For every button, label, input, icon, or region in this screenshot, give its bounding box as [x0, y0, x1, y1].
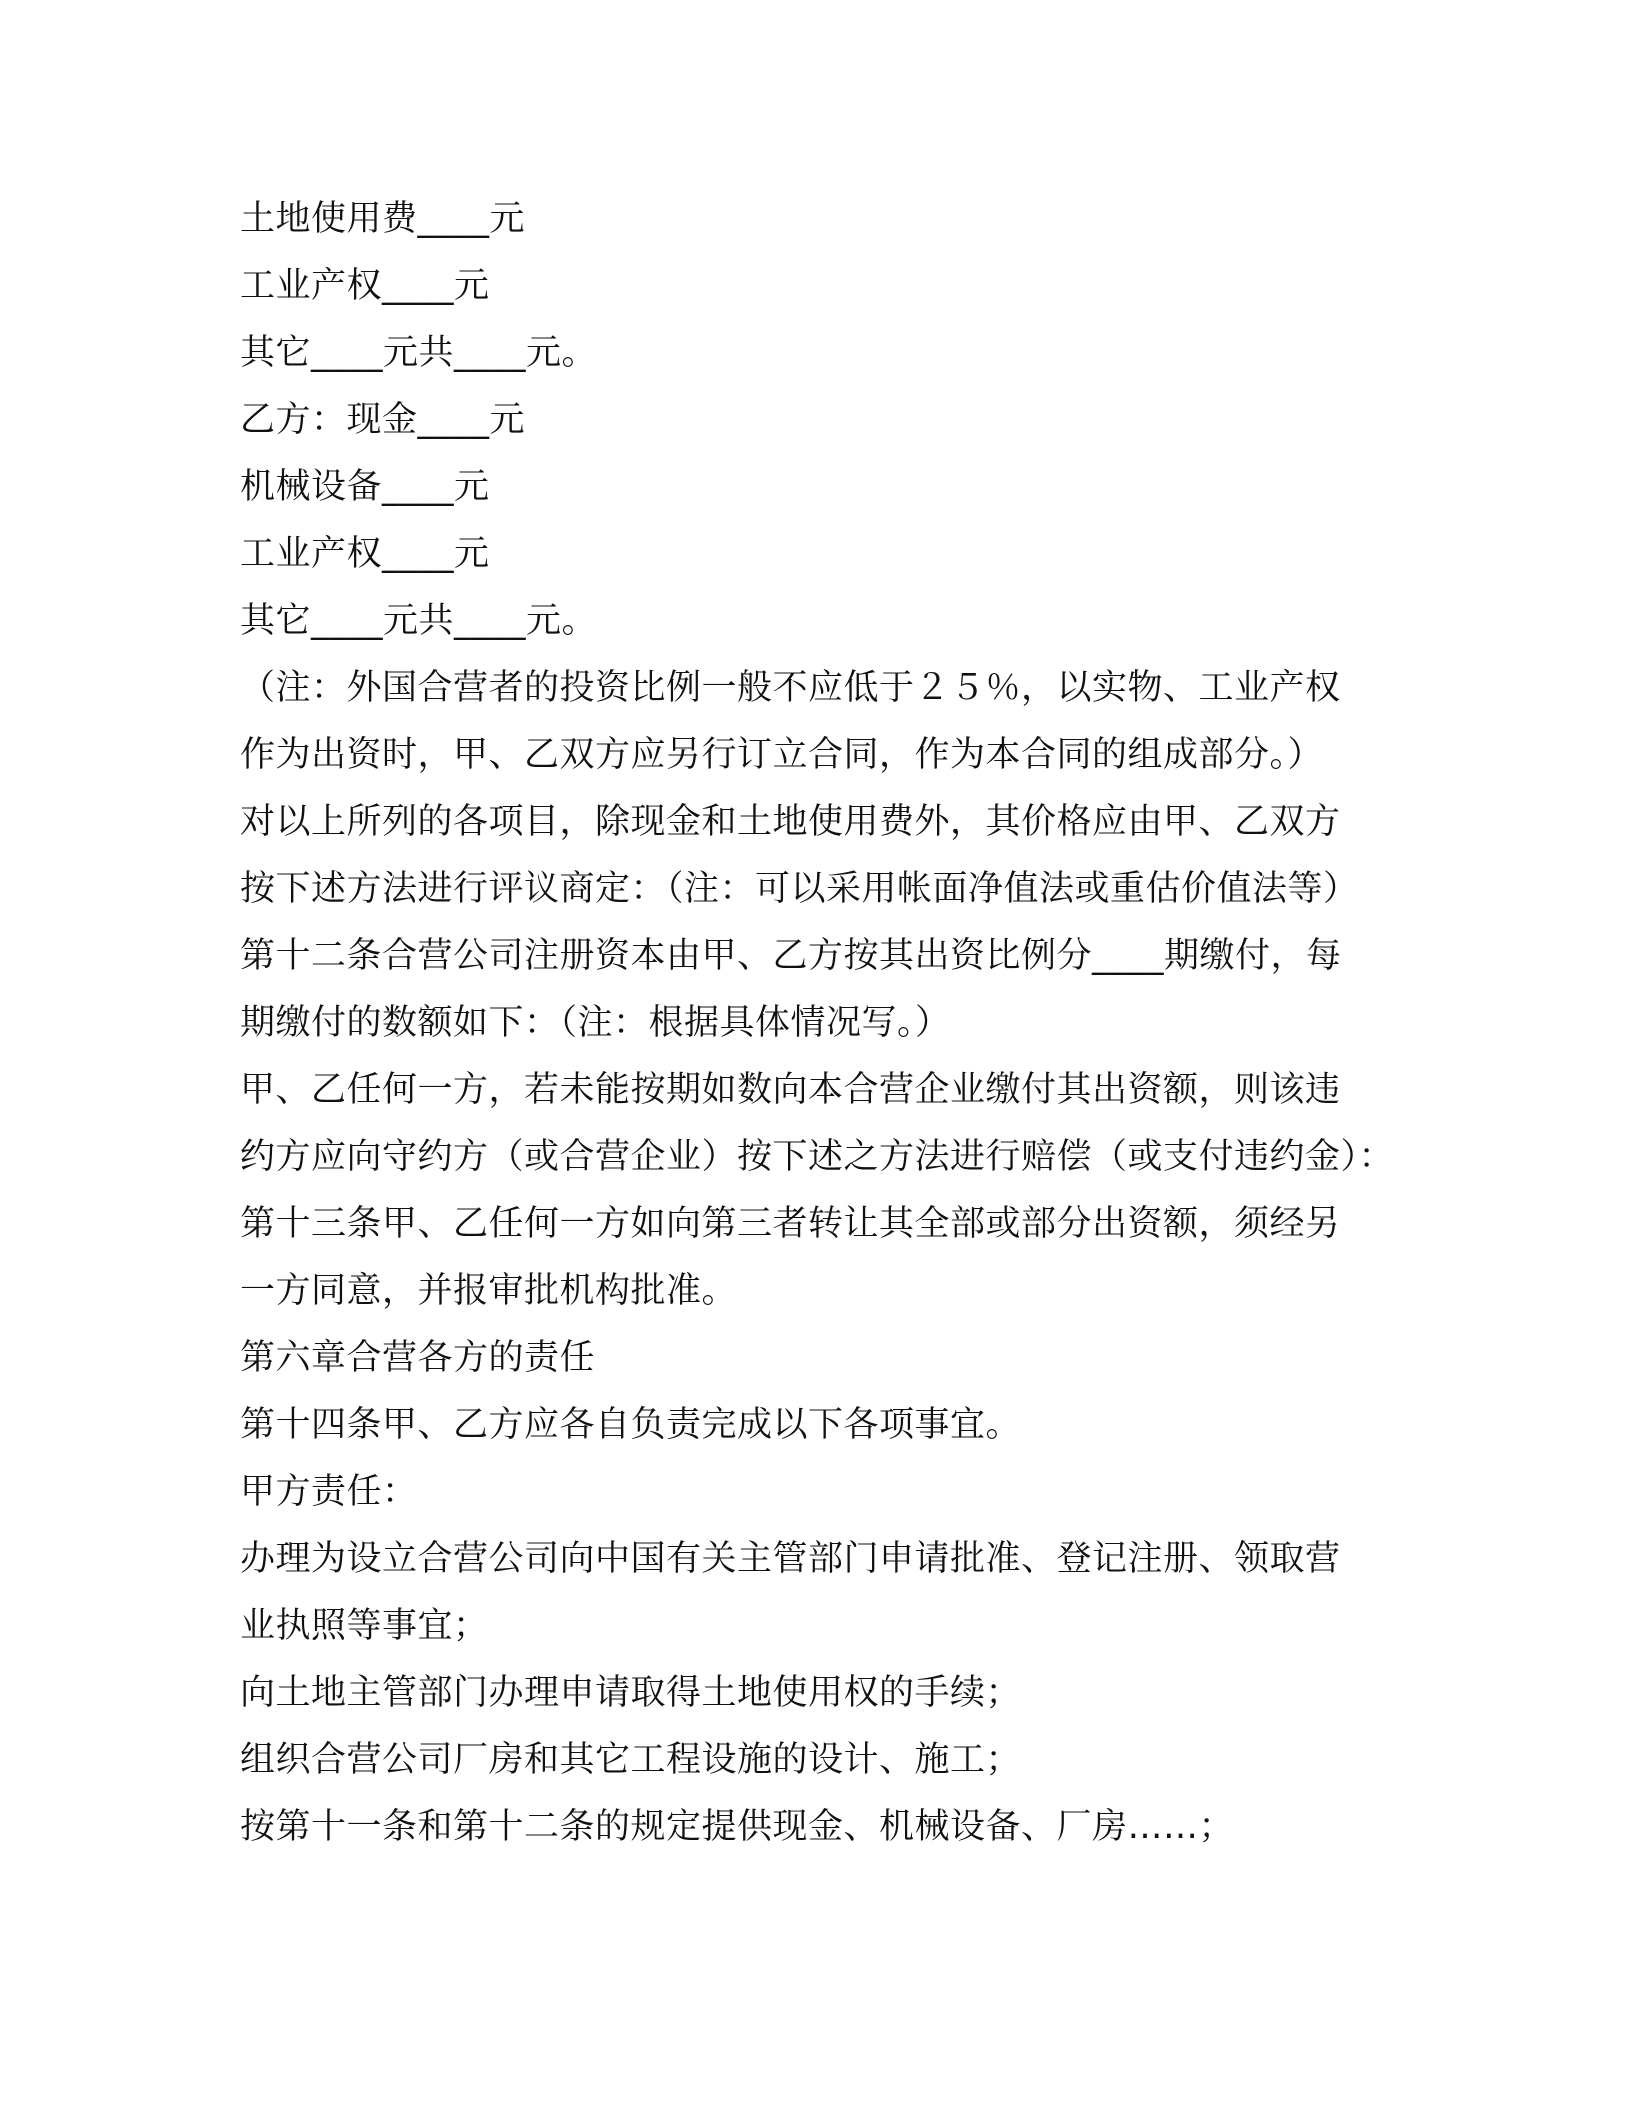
text-line: 按下述方法进行评议商定：（注：可以采用帐面净值法或重估价值法等）: [240, 869, 1359, 909]
text-line: 约方应向守约方（或合营企业）按下述之方法进行赔偿（或支付违约金）：: [240, 1137, 1395, 1177]
text-line: 对以上所列的各项目，除现金和土地使用费外，其价格应由甲、乙双方: [240, 802, 1341, 842]
text-line: 工业产权____元: [240, 534, 490, 574]
text-line: 办理为设立合营公司向中国有关主管部门申请批准、登记注册、领取营: [240, 1539, 1341, 1579]
document-body: [240, 186, 1395, 1861]
text-line: 组织合营公司厂房和其它工程设施的设计、施工；: [240, 1740, 1022, 1780]
text-line: （注：外国合营者的投资比例一般不应低于２５％，以实物、工业产权: [240, 668, 1341, 708]
text-line: 期缴付的数额如下：（注：根据具体情况写。）: [240, 1003, 951, 1043]
text-line: 第十二条合营公司注册资本由甲、乙方按其出资比例分____期缴付，每: [240, 936, 1342, 976]
text-line: 第十四条甲、乙方应各自负责完成以下各项事宜。: [240, 1405, 1022, 1445]
text-line: 业执照等事宜；: [240, 1606, 489, 1646]
text-line: 第十三条甲、乙任何一方如向第三者转让其全部或部分出资额，须经另: [240, 1204, 1341, 1244]
text-line: 甲、乙任何一方，若未能按期如数向本合营企业缴付其出资额，则该违: [240, 1070, 1341, 1110]
text-line: 乙方：现金____元: [240, 400, 526, 440]
text-line: 向土地主管部门办理申请取得土地使用权的手续；: [240, 1673, 1022, 1713]
text-line: 其它____元共____元。: [240, 601, 598, 641]
text-line: 按第十一条和第十二条的规定提供现金、机械设备、厂房……；: [240, 1807, 1235, 1847]
text-line: 甲方责任：: [240, 1472, 418, 1512]
text-line: 土地使用费____元: [240, 199, 526, 239]
text-line: 一方同意，并报审批机构批准。: [240, 1271, 738, 1311]
text-line: 工业产权____元: [240, 266, 490, 306]
chapter-heading: 第六章合营各方的责任: [240, 1338, 596, 1378]
text-line: 其它____元共____元。: [240, 333, 598, 373]
text-line: 作为出资时，甲、乙双方应另行订立合同，作为本合同的组成部分。）: [240, 735, 1324, 775]
text-line: 机械设备____元: [240, 467, 490, 507]
